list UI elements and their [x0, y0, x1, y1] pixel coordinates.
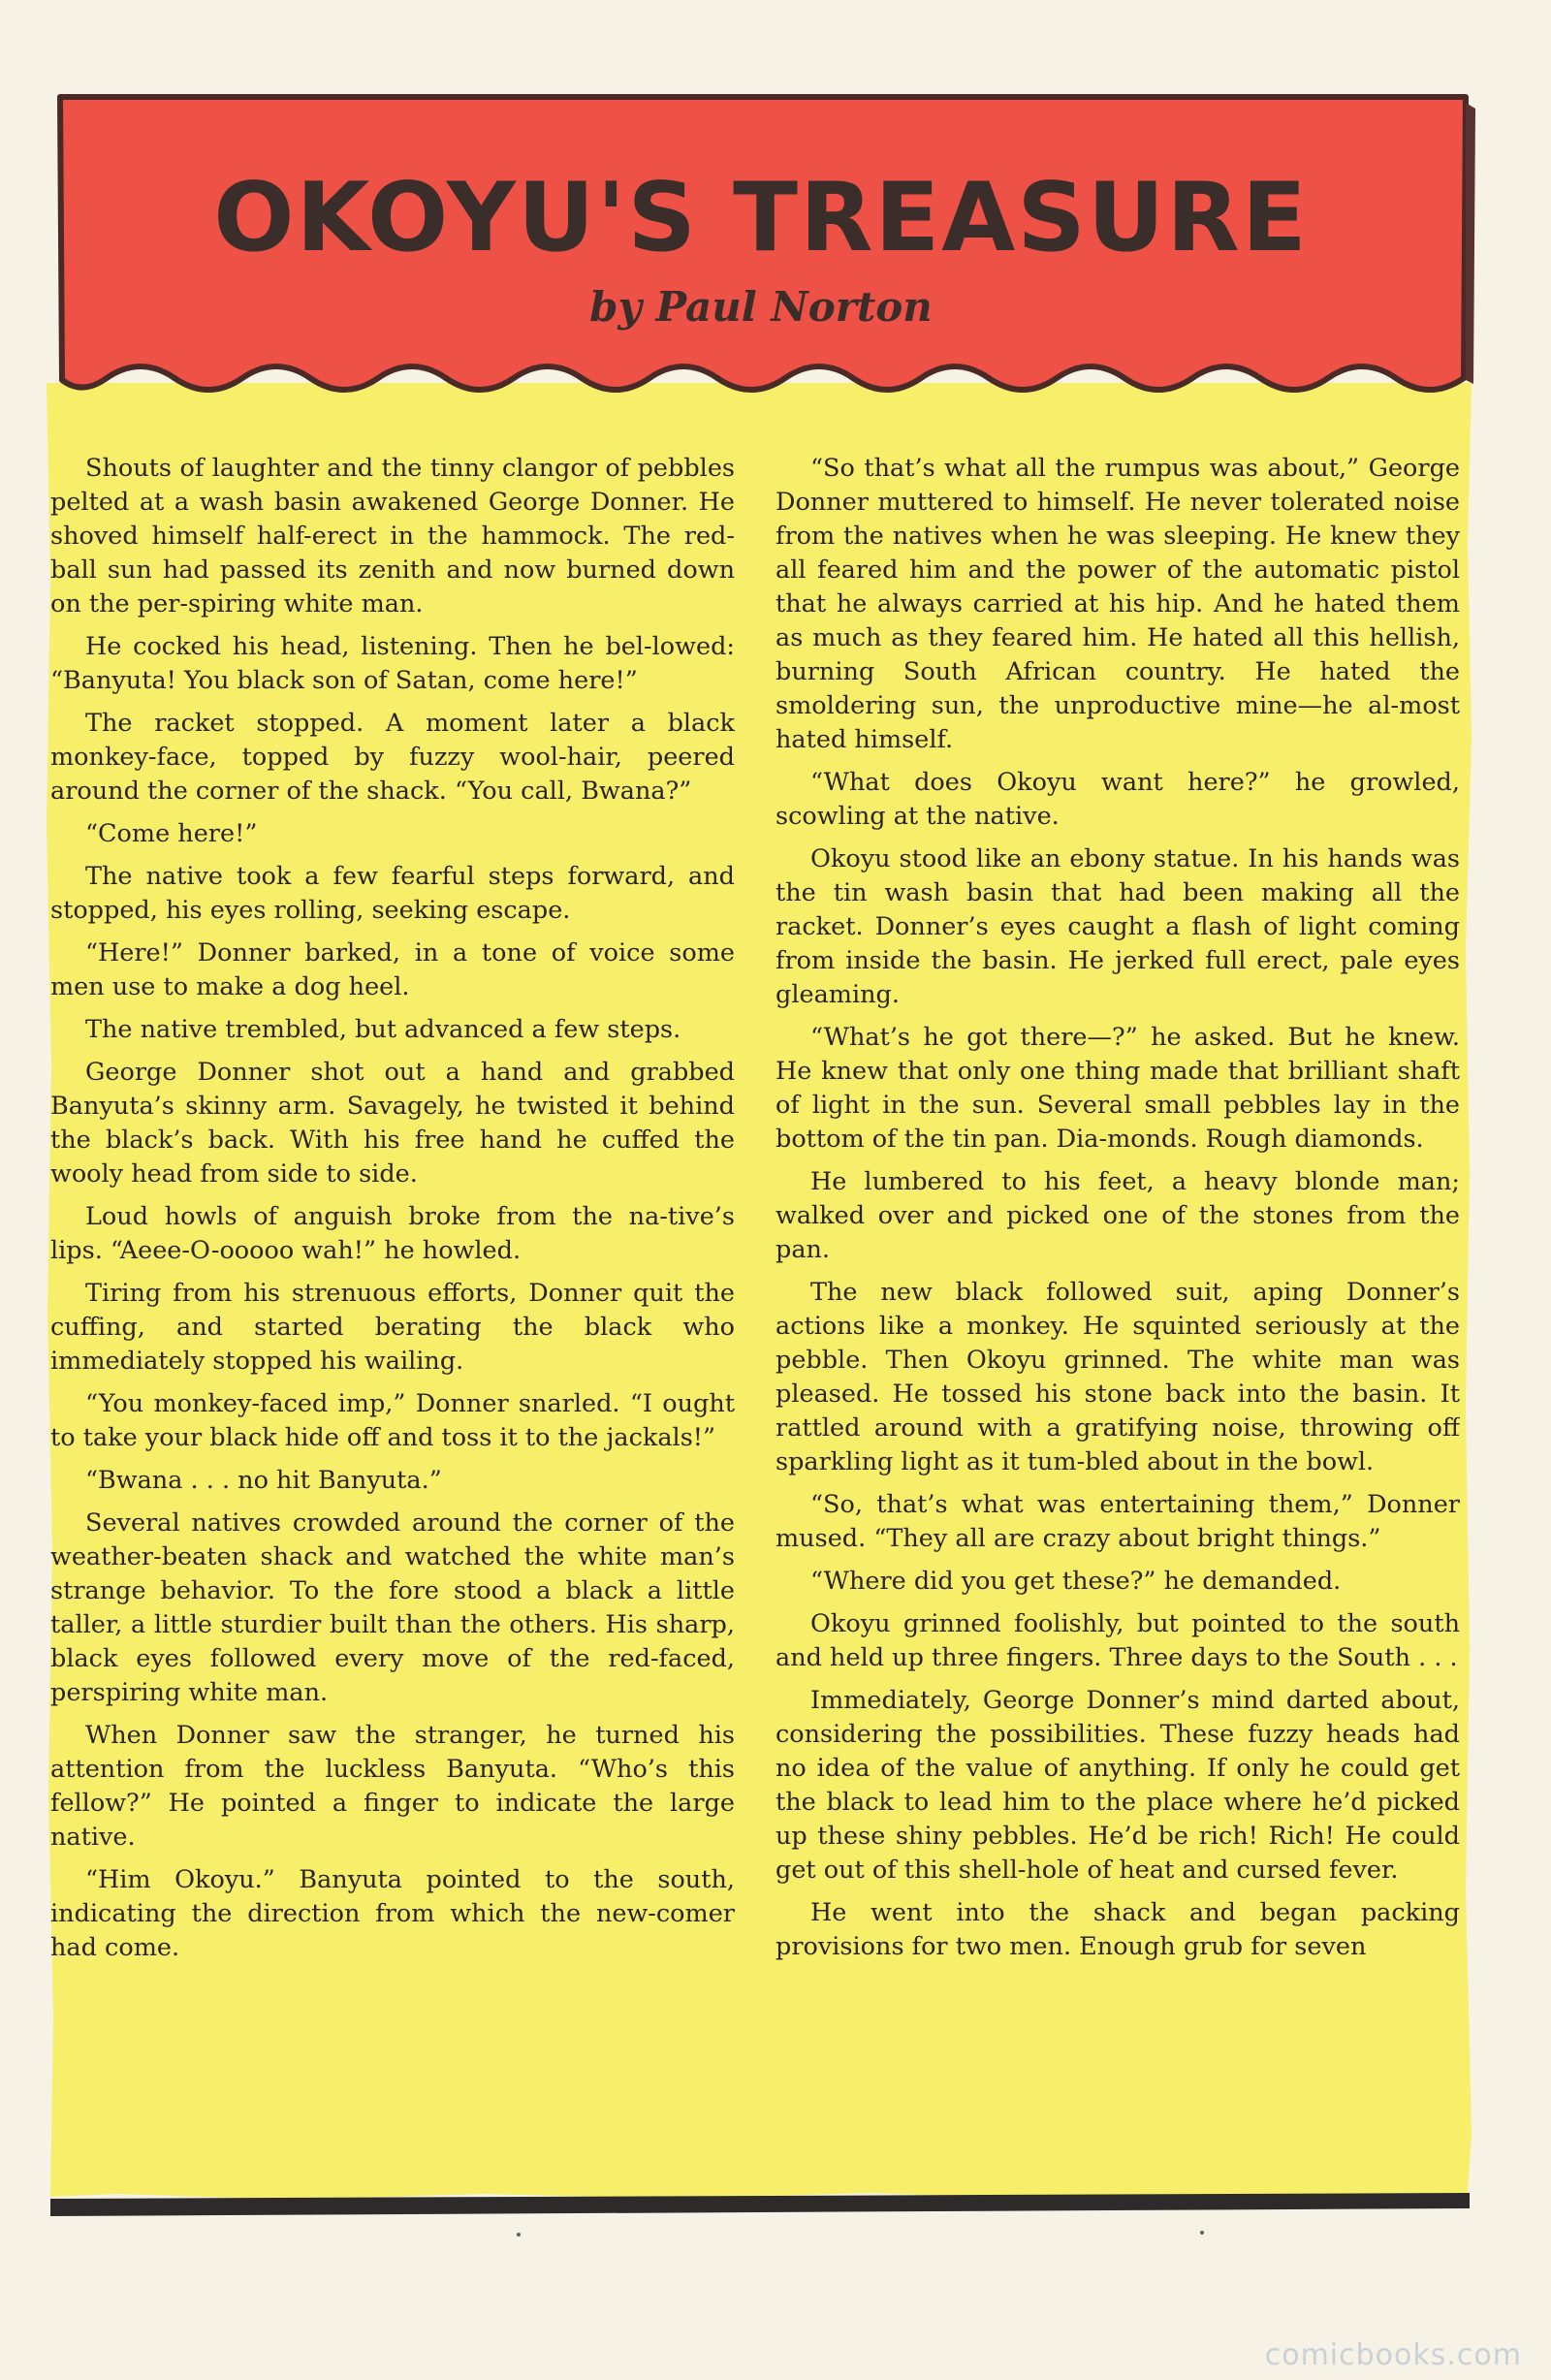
speckle — [517, 2233, 521, 2237]
story-byline: by Paul Norton — [589, 283, 933, 331]
story-paragraph: Okoyu grinned foolishly, but pointed to the south and held up three fingers. Three days to the South . . . — [776, 1609, 1460, 1672]
left-text-column — [50, 452, 735, 2179]
story-paragraph: The native took a few fearful steps forward, and stopped, his eyes rolling, seeking escape. — [50, 862, 735, 925]
watermark: comicbooks.com — [1264, 2338, 1522, 2372]
story-paragraph: Several natives crowded around the corner of the weather-beaten shack and watched the white man’s strange behavior. To the fore stood a black a little taller, a little sturdier built than the others. His sharp, black eyes followed every move of the red-faced, perspiring white man. — [50, 1508, 735, 1707]
story-paragraph: “Here!” Donner barked, in a tone of voice some men use to make a dog heel. — [50, 938, 735, 1001]
story-paragraph: The racket stopped. A moment later a black monkey-face, topped by fuzzy wool-hair, peered around the corner of the shack. “You call, Bwana?” — [50, 709, 735, 806]
story-paragraph: George Donner shot out a hand and grabbed Banyuta’s skinny arm. Savagely, he twisted it behind the black’s back. With his free hand he cuffed the wooly head from side to side. — [50, 1058, 735, 1189]
story-paragraph: He lumbered to his feet, a heavy blonde man; walked over and picked one of the stones from the pan. — [776, 1167, 1460, 1264]
story-paragraph: “Where did you get these?” he demanded. — [810, 1567, 1342, 1596]
story-paragraph: “Come here!” — [85, 819, 258, 848]
story-paragraph: “You monkey-faced imp,” Donner snarled. “I ought to take your black hide off and toss it to the jackals!” — [50, 1389, 735, 1452]
story-paragraph: Shouts of laughter and the tinny clangor of pebbles pelted at a wash basin awakened George Donner. He shoved himself half-erect in the hammock. The red-ball sun had passed its zenith and now burned down on the per-spiring white man. — [50, 454, 735, 619]
story-paragraph: He went into the shack and began packing provisions for two men. Enough grub for seven — [776, 1898, 1460, 1961]
right-text-column — [776, 452, 1460, 2179]
story-paragraph: Loud howls of anguish broke from the na-tive’s lips. “Aeee-O-ooooo wah!” he howled. — [50, 1202, 735, 1265]
story-paragraph: The new black followed suit, aping Donner’s actions like a monkey. He squinted seriously at the pebble. Then Okoyu grinned. The white man was pleased. He tossed his stone back into the basin. It rattled around with a gratifying noise, throwing off sparkling light as it tum-bled about in the bowl. — [776, 1278, 1460, 1476]
speckle — [1200, 2231, 1204, 2235]
story-paragraph: “What does Okoyu want here?” he growled, scowling at the native. — [776, 768, 1460, 831]
banner-shadow — [1466, 103, 1475, 384]
story-paragraph: “So, that’s what was entertaining them,” Donner mused. “They all are crazy about bright things.” — [776, 1490, 1460, 1553]
story-paragraph: When Donner saw the stranger, he turned his attention from the luckless Banyuta. “Who’s this fellow?” He pointed a finger to indicate the large native. — [50, 1721, 735, 1852]
story-paragraph: “Him Okoyu.” Banyuta pointed to the south, indicating the direction from which the new-comer had come. — [50, 1865, 735, 1962]
story-paragraph: Immediately, George Donner’s mind darted about, considering the possibilities. These fuzzy heads had no idea of the value of anything. If only he could get the black to lead him to the place where he’d picked up these shiny pebbles. He’d be rich! Rich! He could get out of this shell-hole of heat and cursed fever. — [776, 1686, 1460, 1885]
story-title: OKOYU'S TREASURE — [213, 163, 1309, 273]
story-paragraph: “So that’s what all the rumpus was about,” George Donner muttered to himself. He never tolerated noise from the natives when he was sleeping. He knew they all feared him and the power of the automatic pistol that he always carried at his hip. And he hated them as much as they feared him. He hated all this hellish, burning South African country. He hated the smoldering sun, the unproductive mine—he al-most hated himself. — [776, 454, 1460, 754]
story-paragraph: “Bwana . . . no hit Banyuta.” — [85, 1466, 442, 1495]
story-paragraph: The native trembled, but advanced a few steps. — [85, 1015, 681, 1044]
story-paragraph: He cocked his head, listening. Then he bel-lowed: “Banyuta! You black son of Satan, come here!” — [50, 632, 735, 695]
story-paragraph: Okoyu stood like an ebony statue. In his hands was the tin wash basin that had been making all the racket. Donner’s eyes caught a flash of light coming from inside the basin. He jerked full erect, pale eyes gleaming. — [776, 844, 1460, 1009]
story-paragraph: Tiring from his strenuous efforts, Donner quit the cuffing, and started berating the black who immediately stopped his wailing. — [50, 1279, 735, 1376]
story-paragraph: “What’s he got there—?” he asked. But he knew. He knew that only one thing made that brilliant shaft of light in the sun. Several small pebbles lay in the bottom of the tin pan. Dia-monds. Rough diamonds. — [776, 1023, 1460, 1154]
